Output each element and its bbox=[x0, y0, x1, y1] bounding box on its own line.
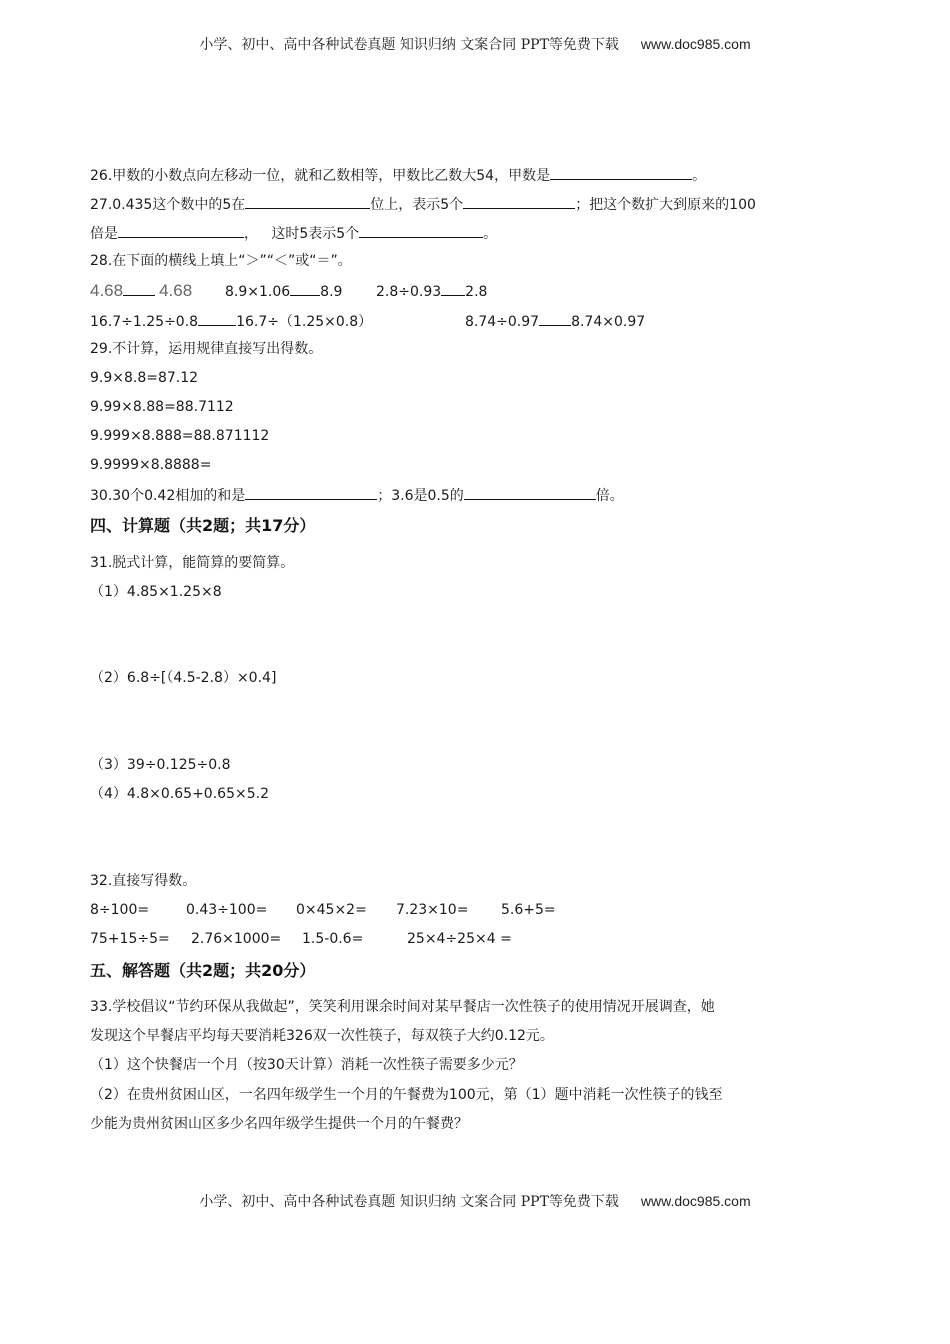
q28-r2-expr1-left: 16.7÷1.25÷0.8 bbox=[90, 314, 199, 330]
q27-text-f: 。 bbox=[483, 226, 498, 242]
q30-text-c: 倍。 bbox=[595, 488, 624, 504]
section-5-heading: 五、解答题（共2题；共20分） bbox=[90, 961, 316, 980]
question-28-row1 bbox=[90, 281, 850, 301]
header-title: 小学、初中、高中各种试卷真题 知识归纳 文案合同 PPT等免费下载 bbox=[199, 37, 619, 53]
q28-r2-blank1[interactable] bbox=[198, 311, 236, 326]
q26-end: 。 bbox=[692, 168, 707, 184]
q32-item: 8÷100= bbox=[90, 902, 150, 918]
q31-part-4: （4）4.8×0.65+0.65×5.2 bbox=[90, 786, 269, 802]
q32-item: 5.6+5= bbox=[501, 902, 556, 918]
q33-line-2: 发现这个早餐店平均每天要消耗326双一次性筷子，每双筷子大约0.12元。 bbox=[90, 1028, 554, 1044]
footer-title: 小学、初中、高中各种试卷真题 知识归纳 文案合同 PPT等免费下载 bbox=[199, 1194, 619, 1210]
question-28-title: 28.在下面的横线上填上“＞”“＜”或“＝”。 bbox=[90, 253, 352, 269]
q28-r1-left: 4.68 bbox=[90, 281, 124, 300]
question-31-title: 31.脱式计算，能简算的要简算。 bbox=[90, 555, 295, 571]
q28-r1-blank1[interactable] bbox=[123, 281, 155, 296]
question-26 bbox=[90, 165, 706, 185]
q28-r2-expr2-right: 8.74×0.97 bbox=[571, 314, 646, 330]
question-32-title: 32.直接写得数。 bbox=[90, 873, 197, 889]
question-29-title: 29.不计算，运用规律直接写出得数。 bbox=[90, 341, 323, 357]
q27-blank-unit2[interactable] bbox=[359, 223, 483, 238]
page-header bbox=[0, 34, 950, 54]
q28-r1-expr2-right: 8.9 bbox=[320, 284, 343, 300]
question-27-line1 bbox=[90, 194, 756, 214]
q31-part-3: （3）39÷0.125÷0.8 bbox=[90, 757, 231, 773]
q28-r1-blank2[interactable] bbox=[290, 281, 320, 296]
q27-text-e: ， 这时5表示5个 bbox=[244, 226, 360, 242]
q27-blank-unit[interactable] bbox=[463, 194, 575, 209]
q26-text: 26.甲数的小数点向左移动一位，就和乙数相等，甲数比乙数大54，甲数是 bbox=[90, 168, 551, 184]
q32-row-2 bbox=[90, 930, 690, 950]
q28-r1-expr3-right: 2.8 bbox=[465, 284, 488, 300]
q28-r2-blank2[interactable] bbox=[539, 311, 571, 326]
q28-r2-expr1-right: 16.7÷（1.25×0.8） bbox=[236, 314, 373, 330]
q28-r1-expr2-left: 8.9×1.06 bbox=[225, 284, 291, 300]
q30-text-a: 30.30个0.42相加的和是 bbox=[90, 488, 246, 504]
q32-item: 75+15÷5= bbox=[90, 931, 170, 947]
q33-line-5: 少能为贵州贫困山区多少名四年级学生提供一个月的午餐费？ bbox=[90, 1116, 468, 1132]
q33-line-4: （2）在贵州贫困山区，一名四年级学生一个月的午餐费为100元，第（1）题中消耗一次性筷子的钱至 bbox=[90, 1087, 723, 1103]
q28-r2-expr2-left: 8.74÷0.97 bbox=[465, 314, 540, 330]
q27-text-c: ；把这个数扩大到原来的100 bbox=[575, 197, 756, 213]
footer-site-link[interactable]: www.doc985.com bbox=[640, 1193, 751, 1209]
q27-blank-place[interactable] bbox=[245, 194, 370, 209]
q33-line-1: 33.学校倡议“节约环保从我做起”，笑笑利用课余时间对某早餐店一次性筷子的使用情况开展调查，她 bbox=[90, 999, 715, 1015]
q28-r1-expr3-left: 2.8÷0.93 bbox=[376, 284, 442, 300]
q27-blank-result[interactable] bbox=[118, 223, 244, 238]
q30-text-b: ；3.6是0.5的 bbox=[377, 488, 464, 504]
question-27-line2 bbox=[90, 223, 497, 243]
q29-line-1: 9.9×8.8=87.12 bbox=[90, 370, 199, 386]
q33-line-3: （1）这个快餐店一个月（按30天计算）消耗一次性筷子需要多少元？ bbox=[90, 1057, 523, 1073]
q29-line-2: 9.99×8.88=88.7112 bbox=[90, 399, 234, 415]
section-4-heading: 四、计算题（共2题；共17分） bbox=[90, 516, 316, 535]
q32-item: 25×4÷25×4 = bbox=[407, 931, 512, 947]
q29-line-3: 9.999×8.888=88.871112 bbox=[90, 428, 270, 444]
q29-line-4: 9.9999×8.8888= bbox=[90, 457, 212, 473]
q28-r1-blank3[interactable] bbox=[441, 281, 465, 296]
q32-item: 1.5-0.6= bbox=[302, 931, 364, 947]
q27-text-b: 位上，表示5个 bbox=[370, 197, 464, 213]
q30-blank-sum[interactable] bbox=[245, 485, 377, 500]
q26-answer-blank[interactable] bbox=[550, 165, 692, 180]
q31-part-1: （1）4.85×1.25×8 bbox=[90, 584, 222, 600]
q32-row-1 bbox=[90, 901, 690, 921]
page-footer bbox=[0, 1191, 950, 1211]
q27-text-d: 倍是 bbox=[90, 226, 118, 242]
q32-item: 0.43÷100= bbox=[186, 902, 268, 918]
header-site-link[interactable]: www.doc985.com bbox=[640, 36, 751, 52]
q30-blank-times[interactable] bbox=[464, 485, 596, 500]
question-28-row2 bbox=[90, 311, 850, 331]
question-30 bbox=[90, 485, 624, 505]
q31-part-2: （2）6.8÷[（4.5-2.8）×0.4] bbox=[90, 670, 277, 686]
q27-text-a: 27.0.435这个数中的5在 bbox=[90, 197, 246, 213]
q28-r1-right: 4.68 bbox=[159, 281, 193, 300]
q32-item: 0×45×2= bbox=[296, 902, 367, 918]
q32-item: 7.23×10= bbox=[396, 902, 469, 918]
q32-item: 2.76×1000= bbox=[191, 931, 282, 947]
